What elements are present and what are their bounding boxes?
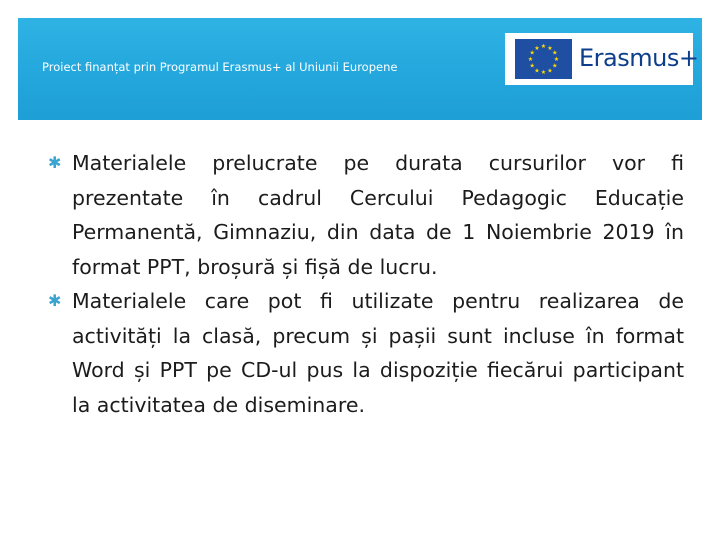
flag-star: ★: [529, 49, 535, 57]
flag-star: ★: [534, 44, 540, 52]
flag-star: ★: [552, 62, 558, 70]
flag-star: ★: [540, 69, 547, 77]
flag-star: ★: [547, 67, 553, 75]
flag-star: ★: [534, 67, 540, 75]
bullet-text: Materialele care pot fi utilizate pentru realizarea de activități la clasă, precum și pașii sunt incluse în format Word și PPT pe CD-ul pus la dispoziție fiecărui participant la activitatea de diseminare.: [72, 289, 684, 417]
bullet-item-2: [46, 284, 684, 422]
flag-star: ★: [527, 56, 534, 64]
header-banner: [18, 18, 702, 120]
project-funding-title: Proiect finanțat prin Programul Erasmus+ al Uniunii Europene: [42, 60, 398, 74]
flag-star: ★: [540, 43, 547, 51]
bullet-item-1: [46, 146, 684, 284]
bullet-list: [46, 146, 684, 422]
flag-star: ★: [552, 49, 558, 57]
flag-star: ★: [529, 62, 535, 70]
eu-flag-icon: [515, 39, 572, 79]
asterisk-bullet-icon: ✱: [48, 291, 62, 310]
erasmus-logo: [505, 33, 699, 85]
flag-star: ★: [547, 44, 553, 52]
bullet-text: Materialele prelucrate pe durata cursurilor vor fi prezentate în cadrul Cercului Pedagogic Educație Permanentă, Gimnaziu, din data de 1 Noiembrie 2019 în format PPT, broșură și fișă de lucru.: [72, 151, 684, 279]
eu-stars-circle: [515, 39, 572, 79]
asterisk-bullet-icon: ✱: [48, 153, 62, 172]
erasmus-wordmark: Erasmus+: [579, 44, 699, 72]
flag-star: ★: [553, 56, 560, 64]
